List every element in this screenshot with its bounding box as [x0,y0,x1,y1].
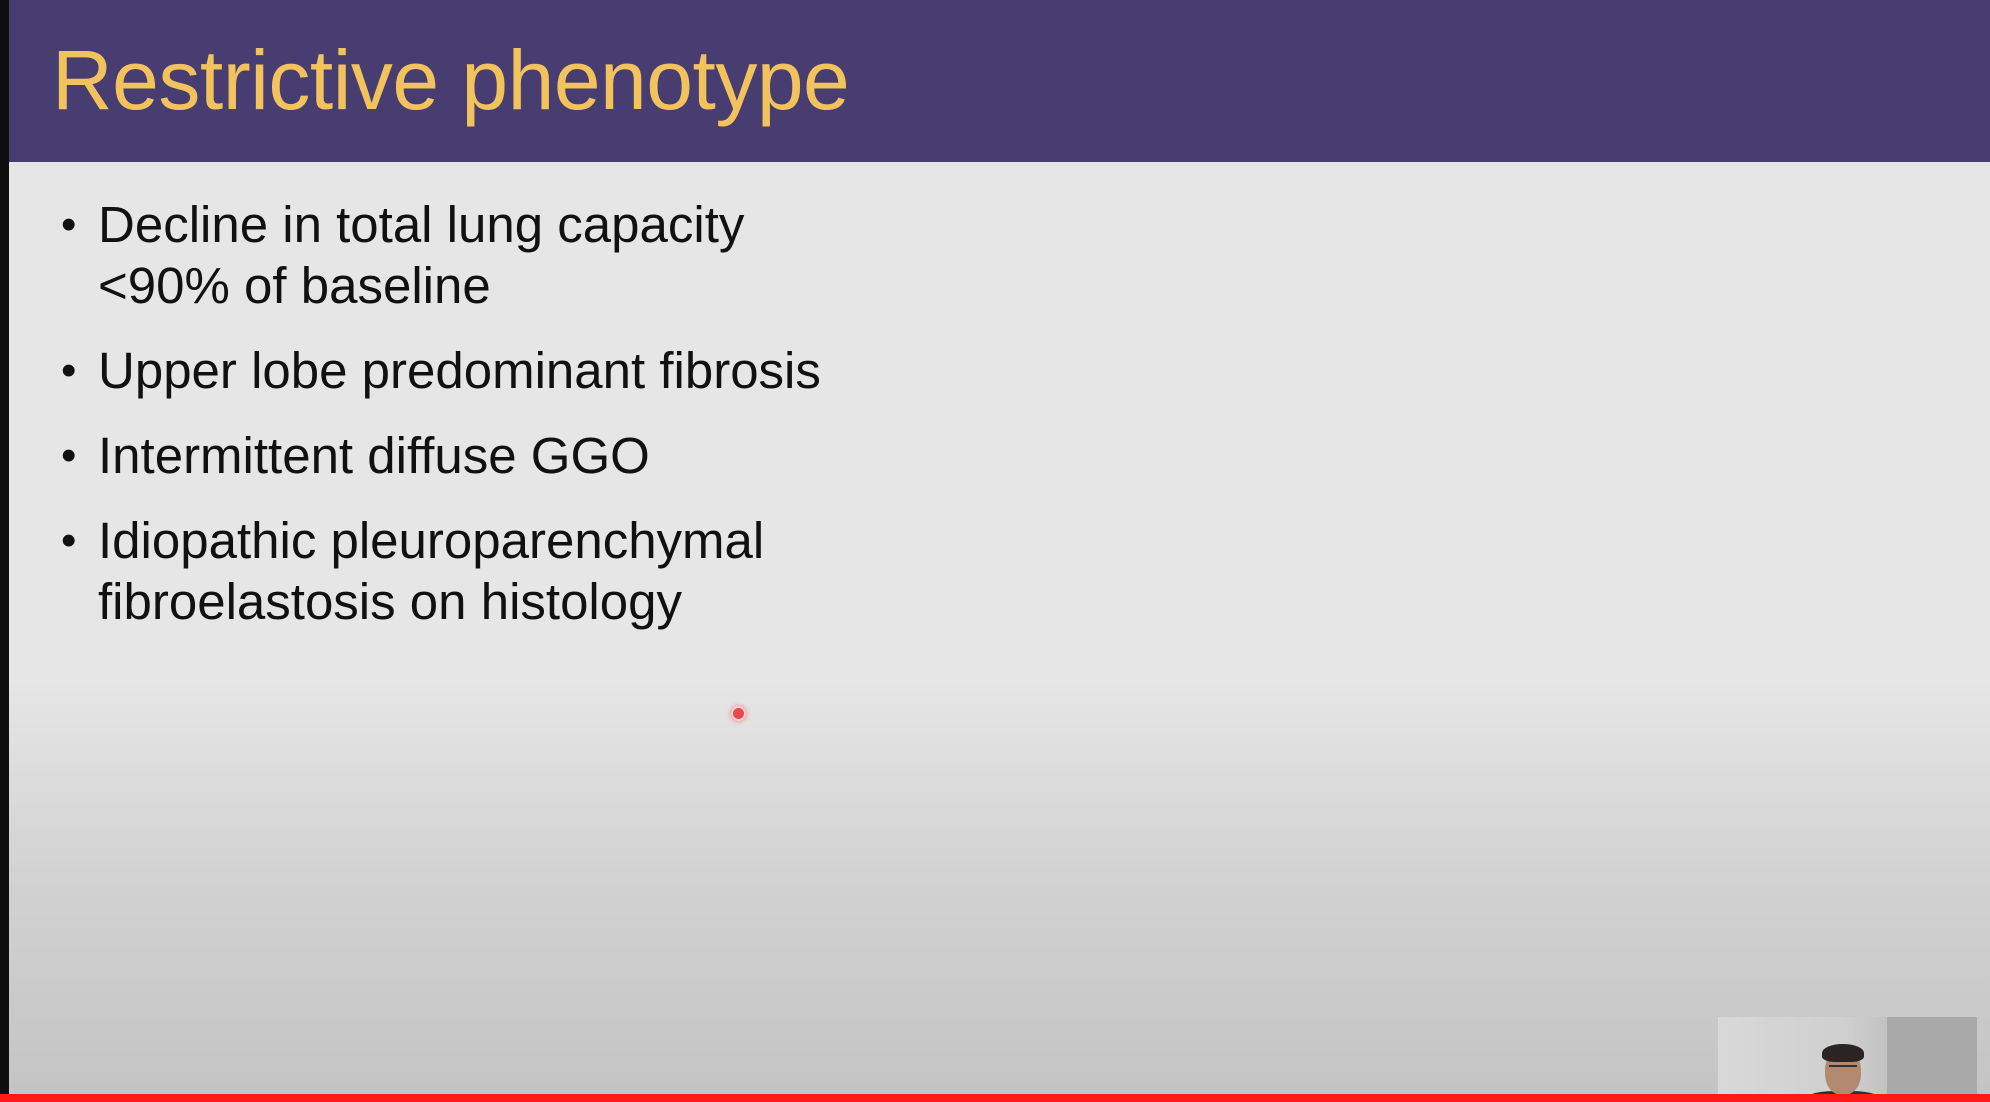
bullet-text-line: Decline in total lung capacity [98,196,745,253]
bullet-text-line: fibroelastosis on histology [98,573,682,630]
video-progress-bar[interactable] [0,1094,1990,1102]
presentation-slide [9,0,1990,1094]
webcam-thumbnail[interactable] [1718,1017,1977,1102]
bullet-text-line: Intermittent diffuse GGO [98,427,650,484]
bullet-item [49,510,1049,632]
laser-pointer-icon [731,706,746,721]
bullet-text-line: Upper lobe predominant fibrosis [98,342,821,399]
bullet-icon: • [61,200,77,249]
bullet-item [49,340,1049,401]
bullet-text-line: Idiopathic pleuroparenchymal [98,512,765,569]
bullet-icon: • [61,431,77,480]
bullet-item [49,425,1049,486]
title-bar [9,0,1990,162]
bullet-text-line: <90% of baseline [98,257,491,314]
bullet-icon: • [61,346,77,395]
bullet-item [49,194,1049,316]
webcam-background-wall [1887,1017,1977,1102]
presenter-glasses [1829,1065,1857,1074]
presenter-hair [1822,1044,1864,1062]
bullet-list [49,194,1049,656]
slide-title: Restrictive phenotype [52,33,850,127]
bullet-icon: • [61,516,77,565]
